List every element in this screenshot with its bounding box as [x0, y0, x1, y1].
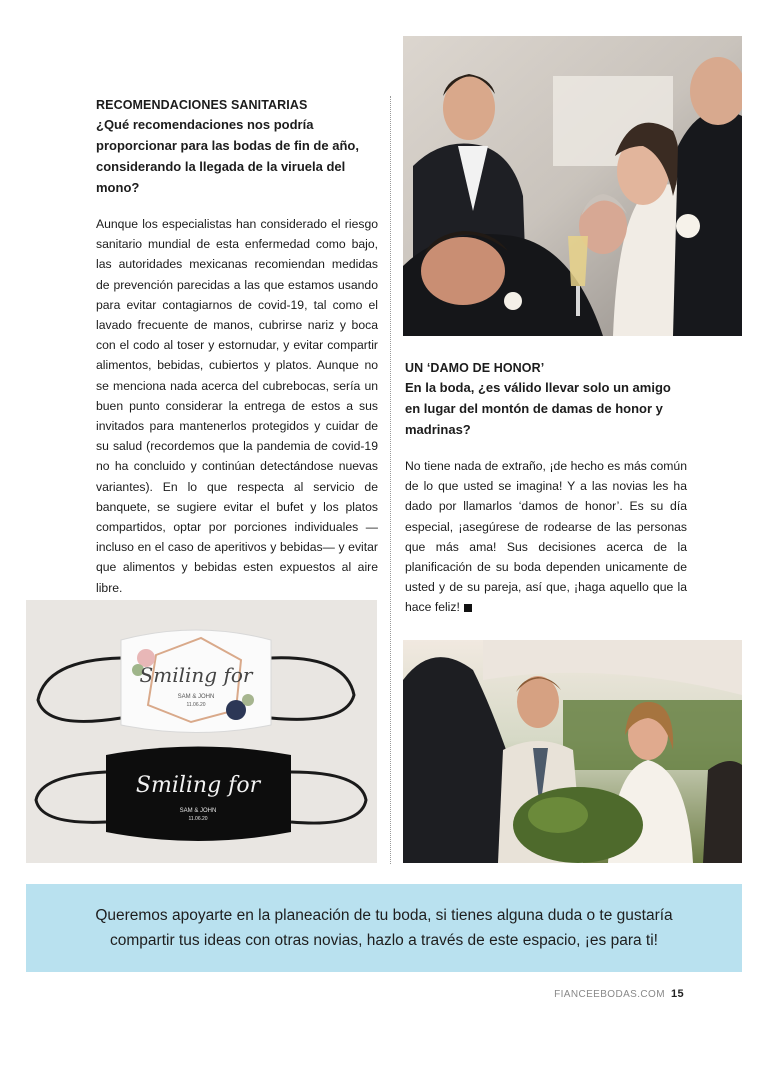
page-footer [554, 988, 684, 1000]
left-article [96, 98, 378, 598]
footer-site: FIANCEEBODAS.COM [554, 989, 665, 1000]
right-article-body [405, 456, 687, 618]
photo-face-masks [26, 600, 377, 863]
column-divider [390, 96, 391, 864]
right-article-question: En la boda, ¿es válido llevar solo un amigo en lugar del montón de damas de honor y madrinas? [405, 380, 671, 437]
black-mask-date: 11.06.20 [188, 816, 208, 822]
black-mask-names: SAM & JOHN [179, 808, 217, 814]
left-article-question: ¿Qué recomendaciones nos podría proporcionar para las bodas de fin de año, considerando la llegada de la viruela del mono? [96, 117, 359, 195]
page-number: 15 [670, 988, 684, 1000]
right-article [405, 361, 687, 618]
banner-text: Queremos apoyarte en la planeación de tu boda, si tienes alguna duda o te gustaría compartir tus ideas con otras novias, hazlo a través de este espacio, ¡es para ti! [95, 907, 673, 949]
photo-wedding-ceremony [403, 640, 742, 863]
white-mask-names: SAM & JOHN [177, 694, 215, 700]
right-article-kicker: UN ‘DAMO DE HONOR’ [405, 361, 545, 375]
right-article-body-text: No tiene nada de extraño, ¡de hecho es más común de lo que usted se imagina! Y a las novias les ha dado por llamarlos ‘damos de honor’. Es su día especial, ¡asegúrese de rodearse de las personas que más ama! Sus decisiones acerca de la planificación de su boda dependen unicamente de usted y de su pareja, así que, ¡haga aquello que la hace feliz! [405, 459, 687, 615]
end-of-article-icon [464, 604, 472, 612]
left-article-body: Aunque los especialistas han considerado el riesgo sanitario mundial de esta enfermedad como bajo, las autoridades mexicanas recomiendan medidas de prevención parecidas a las que estamos usando para evitar contagiarnos de covid-19, tal como el lavado frecuente de manos, cubrirse nariz y boca con el codo al toser y estornudar, y evitar compartir alimentos, bebidas, cubiertos y platos. Aunque no se menciona nada acerca del cubrebocas, sería un buen punto considerar la entrega de estos a sus invitados para mantenerlos protegidos y cuidar de su salud (recordemos que la pandemia de covid-19 no ha concluido y continúan detectándose nuevas variantes). En lo que respecta al servicio de banquete, se sugiere evitar el bufet y los platos compartidos, optar por porciones individuales —incluso en el caso de aperitivos y bebidas— y evitar que alimentos y bebidas esten expuestos al aire libre. [96, 217, 378, 595]
white-mask-date: 11.06.20 [186, 702, 206, 708]
white-mask-script: Smiling for [139, 663, 253, 687]
left-article-kicker: RECOMENDACIONES SANITARIAS [96, 98, 308, 112]
reader-banner [26, 884, 742, 972]
black-mask-script: Smiling for [135, 773, 261, 798]
photo-groomsmen-laughing [403, 36, 742, 336]
